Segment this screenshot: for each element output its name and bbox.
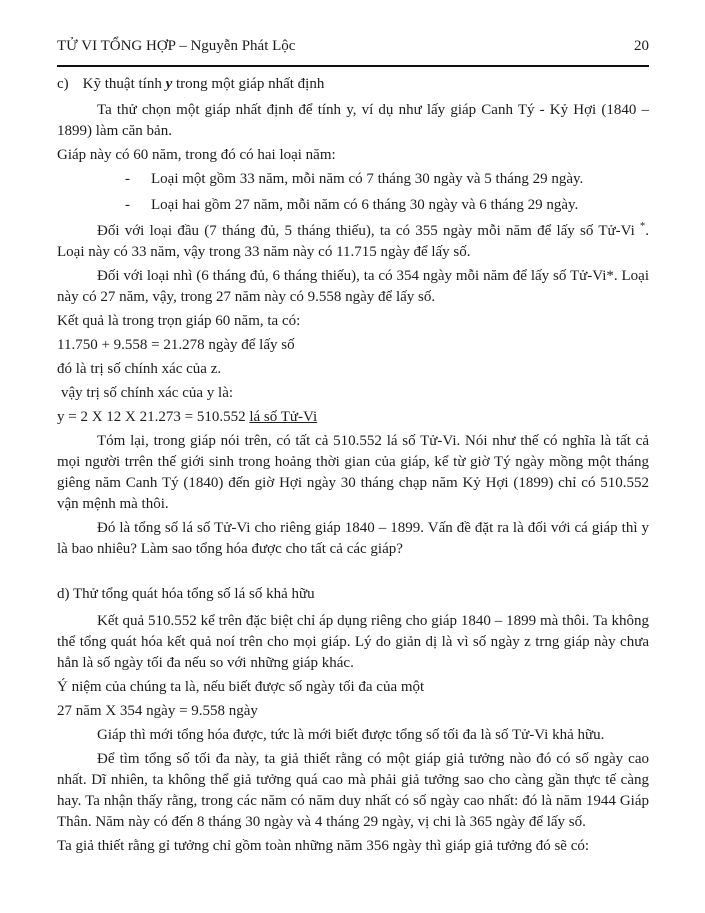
paragraph-y-formula	[57, 407, 649, 428]
list-item-text: Loại hai gồm 27 năm, mỗi năm có 6 tháng 30 ngày và 6 tháng 29 ngày.	[151, 197, 579, 213]
section-c-text-post: trong một giáp nhất định	[172, 76, 325, 92]
section-c-label: c)	[57, 76, 69, 92]
paragraph-giap-total: Giáp thì mới tổng hóa được, tức là mới biết được tổng số tối đa là số Tử-Vi khả hữu.	[97, 727, 605, 743]
section-heading-c	[57, 74, 649, 95]
list-item-type-two	[125, 195, 649, 216]
page-body	[57, 74, 649, 857]
header-rule	[57, 65, 649, 67]
formula-main: y = 2 X 12 X 21.273 = 510.552	[57, 409, 250, 425]
section-c-emphasis: y	[165, 76, 173, 92]
section-heading-d: d) Thử tổng quát hóa tổng số lá số khả hữu	[57, 586, 315, 602]
paragraph-summary: Tóm lại, trong giáp nói trên, có tất cả 510.552 lá số Tử-Vi. Nói như thế có nghĩa là tất cả mọi người trrên thế giới sinh trong hoảng thời gian của giáp, kể từ giờ Tý ngày mồng một tháng giêng năm Canh Tý (1840) đến giờ Hợi ngày 30 tháng chạp năm Kỷ Hợi (1899) chỉ có 510.552 vận mệnh mà thôi.	[57, 433, 649, 512]
paragraph-result-intro: Kết quả là trong trọn giáp 60 năm, ta có:	[57, 313, 301, 329]
paragraph-idea: Ý niệm của chúng ta là, nếu biết được số ngày tối đa của một	[57, 679, 425, 695]
paragraph-type-one-pre: Đối với loại đầu (7 tháng đủ, 5 tháng thiếu), ta có 355 ngày mỗi năm để lấy số Tử-Vi	[97, 223, 640, 239]
paragraph-y-intro: vậy trị số chính xác của y là:	[61, 385, 234, 401]
asterisk-footnote-mark: *	[640, 221, 646, 232]
list-item-type-one	[125, 169, 649, 190]
paragraph-type-one-post: . Loại này có 33 năm, vậy trong 33 năm này có 11.715 ngày để lấy số.	[57, 223, 649, 260]
paragraph-type-one	[57, 221, 649, 263]
paragraph-find-max: Để tìm tổng số tối đa này, ta giả thiết rằng có một giáp giả tưởng nào đó có số ngày cao nhất. Dĩ nhiên, ta không thể giả tưởng quá cao mà phải giả tưởng sao cho càng gần thực tế càng hay. Ta nhận thấy rằng, trong các năm có năm duy nhất có số ngày cao nhất: đó là năm 1944 Giáp Thân. Năm này có đến 8 tháng 30 ngày và 4 tháng 29 ngày, vị chi là 365 ngày để lấy số.	[57, 751, 649, 830]
section-c-text-pre: Kỹ thuật tính	[82, 76, 166, 92]
paragraph-intro: Ta thử chọn một giáp nhất định để tính y, ví dụ như lấy giáp Canh Tý - Kỷ Hợi (1840 – 1899) làm căn bản.	[57, 102, 649, 139]
paragraph-total: Đó là tổng số lá số Tử-Vi cho riêng giáp 1840 – 1899. Vấn đề đặt ra là đối với cá giáp thì y là bao nhiêu? Làm sao tổng hóa được cho tất cả các giáp?	[57, 520, 649, 557]
list-item-text: Loại một gồm 33 năm, mỗi năm có 7 tháng 30 ngày và 5 tháng 29 ngày.	[151, 171, 584, 187]
paragraph-sixty-years: Giáp này có 60 năm, trong đó có hai loại năm:	[57, 147, 336, 163]
paragraph-type-two: Đối với loại nhì (6 tháng đủ, 6 tháng thiếu), ta có 354 ngày mỗi năm để lấy số Tử-Vi*. Loại này có 27 năm, vậy, trong 27 năm này có 9.558 ngày để lấy số.	[57, 268, 649, 305]
formula-underlined: lá số Tử-Vi	[249, 409, 318, 425]
paragraph-hypothesis: Ta giả thiết rằng gỉ tưởng chỉ gồm toàn những năm 356 ngày thì giáp giả tưởng đó sẽ có:	[57, 838, 590, 854]
paragraph-generalize: Kết quả 510.552 kể trên đặc biệt chỉ áp dụng riêng cho giáp 1840 – 1899 mà thôi. Ta không thể tổng quát hóa kết quả noí trên cho mọi giáp. Lý do giản dị là vì số ngày z trng giáp này chưa hẳn là số ngày tối đa nếu so với những giáp khác.	[57, 613, 649, 671]
paragraph-sum-formula: 11.750 + 9.558 = 21.278 ngày để lấy số	[57, 337, 295, 353]
paragraph-z-value: đó là trị số chính xác của z.	[57, 361, 222, 377]
page-number: 20	[634, 38, 649, 54]
list-dash: -	[125, 197, 130, 213]
page-header	[57, 36, 649, 56]
paragraph-27-years-formula: 27 năm X 354 ngày = 9.558 ngày	[57, 703, 258, 719]
running-title: TỬ VI TỔNG HỢP – Nguyễn Phát Lộc	[57, 38, 296, 54]
list-dash: -	[125, 171, 130, 187]
